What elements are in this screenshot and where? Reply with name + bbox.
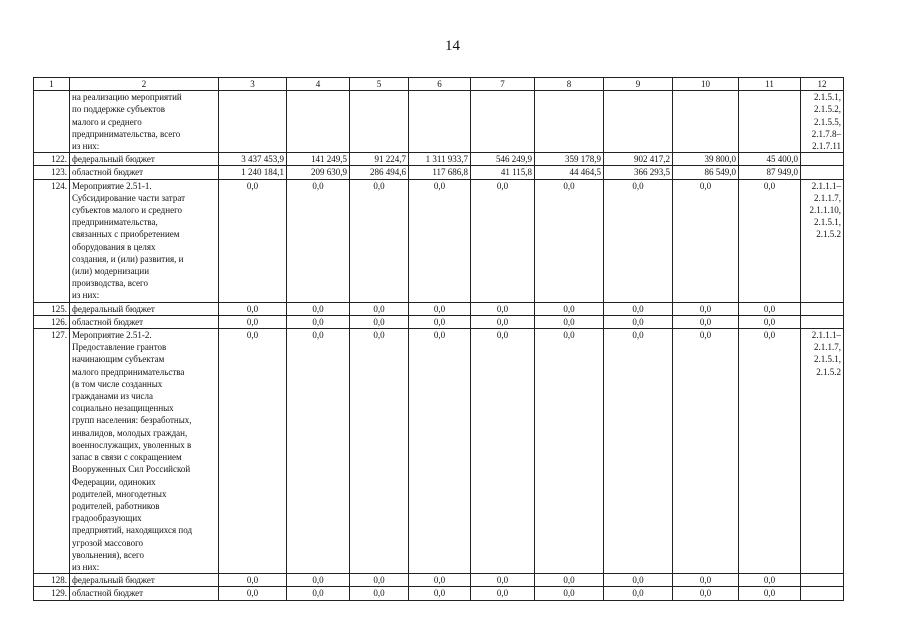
value-cell xyxy=(471,91,535,153)
value-cell: 0,0 xyxy=(604,179,673,302)
table-row xyxy=(34,179,844,302)
value-cell: 0,0 xyxy=(350,574,409,587)
value-cell: 0,0 xyxy=(471,179,535,302)
budget-table xyxy=(33,77,844,601)
row-number: 129. xyxy=(34,587,70,600)
value-cell: 39 800,0 xyxy=(673,153,739,166)
table-row xyxy=(34,587,844,600)
row-number: 124. xyxy=(34,179,70,302)
table-row xyxy=(34,91,844,153)
row-description: федеральный бюджет xyxy=(70,153,219,166)
column-header: 7 xyxy=(471,78,535,91)
row-number: 128. xyxy=(34,574,70,587)
value-cell xyxy=(219,91,287,153)
value-cell: 44 464,5 xyxy=(535,166,604,179)
row-description: Мероприятие 2.51-1. Субсидирование части затрат субъектов малого и среднего предпринимательства, связанных с приобретением оборудования в целях создания, и (или) развития, и (или) модернизации производства, всего из них: xyxy=(70,179,219,302)
page-number: 14 xyxy=(445,38,460,54)
value-cell: 0,0 xyxy=(409,329,471,574)
table-row xyxy=(34,574,844,587)
row-description: областной бюджет xyxy=(70,315,219,328)
value-cell: 0,0 xyxy=(535,574,604,587)
value-cell: 0,0 xyxy=(287,179,350,302)
value-cell: 0,0 xyxy=(287,315,350,328)
value-cell: 0,0 xyxy=(471,302,535,315)
value-cell: 0,0 xyxy=(287,329,350,574)
value-cell: 0,0 xyxy=(739,587,801,600)
value-cell: 3 437 453,9 xyxy=(219,153,287,166)
row-references xyxy=(801,315,844,328)
value-cell: 0,0 xyxy=(409,179,471,302)
value-cell: 41 115,8 xyxy=(471,166,535,179)
row-references xyxy=(801,166,844,179)
value-cell: 0,0 xyxy=(673,302,739,315)
value-cell: 0,0 xyxy=(604,315,673,328)
table-row xyxy=(34,315,844,328)
value-cell: 0,0 xyxy=(535,587,604,600)
value-cell: 209 630,9 xyxy=(287,166,350,179)
row-references xyxy=(801,574,844,587)
value-cell: 0,0 xyxy=(409,574,471,587)
header-row xyxy=(34,78,844,91)
value-cell: 0,0 xyxy=(673,587,739,600)
column-header: 4 xyxy=(287,78,350,91)
value-cell: 902 417,2 xyxy=(604,153,673,166)
value-cell: 0,0 xyxy=(350,315,409,328)
value-cell xyxy=(739,91,801,153)
value-cell: 546 249,9 xyxy=(471,153,535,166)
row-description: федеральный бюджет xyxy=(70,302,219,315)
value-cell: 0,0 xyxy=(350,302,409,315)
row-references: 2.1.5.1, 2.1.5.2, 2.1.5.5, 2.1.7.8– 2.1.7.11 xyxy=(801,91,844,153)
value-cell xyxy=(350,91,409,153)
row-number: 122. xyxy=(34,153,70,166)
value-cell: 117 686,8 xyxy=(409,166,471,179)
value-cell: 0,0 xyxy=(219,574,287,587)
value-cell: 0,0 xyxy=(471,574,535,587)
value-cell: 0,0 xyxy=(350,329,409,574)
value-cell: 366 293,5 xyxy=(604,166,673,179)
value-cell: 0,0 xyxy=(739,329,801,574)
value-cell: 0,0 xyxy=(287,587,350,600)
column-header: 11 xyxy=(739,78,801,91)
value-cell: 91 224,7 xyxy=(350,153,409,166)
table-row xyxy=(34,166,844,179)
value-cell: 0,0 xyxy=(739,302,801,315)
value-cell: 0,0 xyxy=(604,574,673,587)
row-description: на реализацию мероприятий по поддержке субъектов малого и среднего предпринимательства, всего из них: xyxy=(70,91,219,153)
column-header: 3 xyxy=(219,78,287,91)
value-cell: 0,0 xyxy=(604,302,673,315)
value-cell: 0,0 xyxy=(219,179,287,302)
row-number xyxy=(34,91,70,153)
value-cell: 87 949,0 xyxy=(739,166,801,179)
column-header: 9 xyxy=(604,78,673,91)
value-cell: 0,0 xyxy=(219,329,287,574)
value-cell: 141 249,5 xyxy=(287,153,350,166)
row-description: Мероприятие 2.51-2. Предоставление грантов начинающим субъектам малого предпринимательства (в том числе созданных гражданами из числа социально незащищенных групп населения: безработных, инвалидов, молодых граждан, военнослужащих, уволенных в запас в связи с сокращением Вооруженных Сил Российской Федерации, одиноких родителей, многодетных родителей, работников градообразующих предприятий, находящихся под угрозой массового увольнения), всего из них: xyxy=(70,329,219,574)
row-references xyxy=(801,153,844,166)
value-cell: 0,0 xyxy=(739,179,801,302)
value-cell xyxy=(409,91,471,153)
row-number: 125. xyxy=(34,302,70,315)
value-cell xyxy=(287,91,350,153)
value-cell: 0,0 xyxy=(287,574,350,587)
value-cell: 0,0 xyxy=(350,179,409,302)
value-cell: 0,0 xyxy=(604,587,673,600)
column-header: 5 xyxy=(350,78,409,91)
column-header: 10 xyxy=(673,78,739,91)
value-cell: 0,0 xyxy=(535,315,604,328)
value-cell: 0,0 xyxy=(673,329,739,574)
value-cell xyxy=(673,91,739,153)
value-cell: 0,0 xyxy=(535,302,604,315)
value-cell: 1 311 933,7 xyxy=(409,153,471,166)
value-cell: 0,0 xyxy=(673,574,739,587)
table-row xyxy=(34,329,844,574)
row-number: 127. xyxy=(34,329,70,574)
row-description: федеральный бюджет xyxy=(70,574,219,587)
column-header: 2 xyxy=(70,78,219,91)
value-cell: 0,0 xyxy=(673,315,739,328)
row-references xyxy=(801,587,844,600)
column-header: 1 xyxy=(34,78,70,91)
value-cell: 0,0 xyxy=(409,315,471,328)
column-header: 12 xyxy=(801,78,844,91)
row-description: областной бюджет xyxy=(70,166,219,179)
value-cell: 1 240 184,1 xyxy=(219,166,287,179)
column-header: 8 xyxy=(535,78,604,91)
table-row xyxy=(34,302,844,315)
value-cell: 0,0 xyxy=(739,315,801,328)
value-cell: 86 549,0 xyxy=(673,166,739,179)
value-cell: 0,0 xyxy=(471,315,535,328)
column-header: 6 xyxy=(409,78,471,91)
value-cell: 359 178,9 xyxy=(535,153,604,166)
value-cell: 0,0 xyxy=(219,302,287,315)
value-cell: 0,0 xyxy=(604,329,673,574)
row-references xyxy=(801,302,844,315)
row-references: 2.1.1.1– 2.1.1.7, 2.1.1.10, 2.1.5.1, 2.1.5.2 xyxy=(801,179,844,302)
value-cell: 0,0 xyxy=(219,587,287,600)
row-references: 2.1.1.1– 2.1.1.7, 2.1.5.1, 2.1.5.2 xyxy=(801,329,844,574)
value-cell: 286 494,6 xyxy=(350,166,409,179)
value-cell: 0,0 xyxy=(535,329,604,574)
value-cell: 45 400,0 xyxy=(739,153,801,166)
value-cell xyxy=(604,91,673,153)
row-description: областной бюджет xyxy=(70,587,219,600)
table-row xyxy=(34,153,844,166)
value-cell: 0,0 xyxy=(409,302,471,315)
value-cell xyxy=(535,91,604,153)
row-number: 123. xyxy=(34,166,70,179)
value-cell: 0,0 xyxy=(535,179,604,302)
value-cell: 0,0 xyxy=(673,179,739,302)
row-number: 126. xyxy=(34,315,70,328)
value-cell: 0,0 xyxy=(739,574,801,587)
value-cell: 0,0 xyxy=(219,315,287,328)
value-cell: 0,0 xyxy=(409,587,471,600)
value-cell: 0,0 xyxy=(350,587,409,600)
value-cell: 0,0 xyxy=(287,302,350,315)
value-cell: 0,0 xyxy=(471,587,535,600)
value-cell: 0,0 xyxy=(471,329,535,574)
